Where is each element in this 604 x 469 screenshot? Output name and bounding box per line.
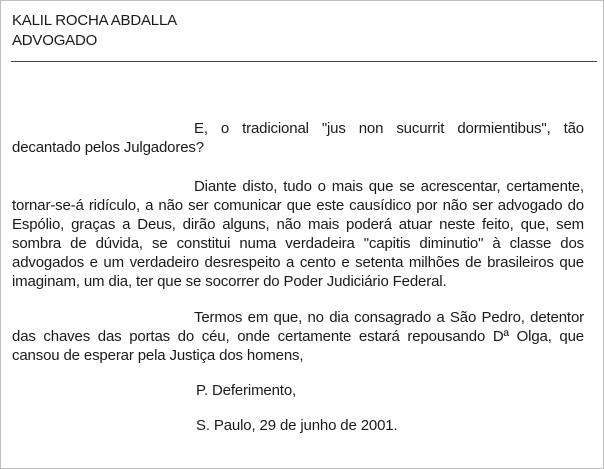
paragraph-request: Termos em que, no dia consagrado a São Pedro, detentor das chaves das portas do céu, onde certamente estará repousando Dª Olga, que cansou de esperar pela Justiça dos homens,	[12, 309, 584, 364]
lawyer-name: KALIL ROCHA ABDALLA	[12, 12, 177, 29]
place-date-line: S. Paulo, 29 de junho de 2001.	[196, 417, 398, 434]
paragraph-question: E, o tradicional "jus non sucurrit dormientibus", tão decantado pelos Julgadores?	[12, 120, 584, 156]
closing-line: P. Deferimento,	[196, 382, 297, 399]
letterhead	[12, 11, 177, 51]
paragraph-argument: Diante disto, tudo o mais que se acrescentar, certamente, tornar-se-á ridículo, a não ser comunicar que este causídico por não ser advogado do Espólio, graças a Deus, dirão alguns, não mais poderá atuar neste feito, que, sem sombra de dúvida, se constitui numa verdadeira "capitis diminutio" à classe dos advogados e um verdadeiro desrespeito a cento e setenta milhões de brasileiros que imaginam, um dia, ter que se socorrer do Poder Judiciário Federal.	[12, 178, 584, 290]
lawyer-title: ADVOGADO	[12, 32, 98, 49]
header-divider	[11, 61, 597, 62]
